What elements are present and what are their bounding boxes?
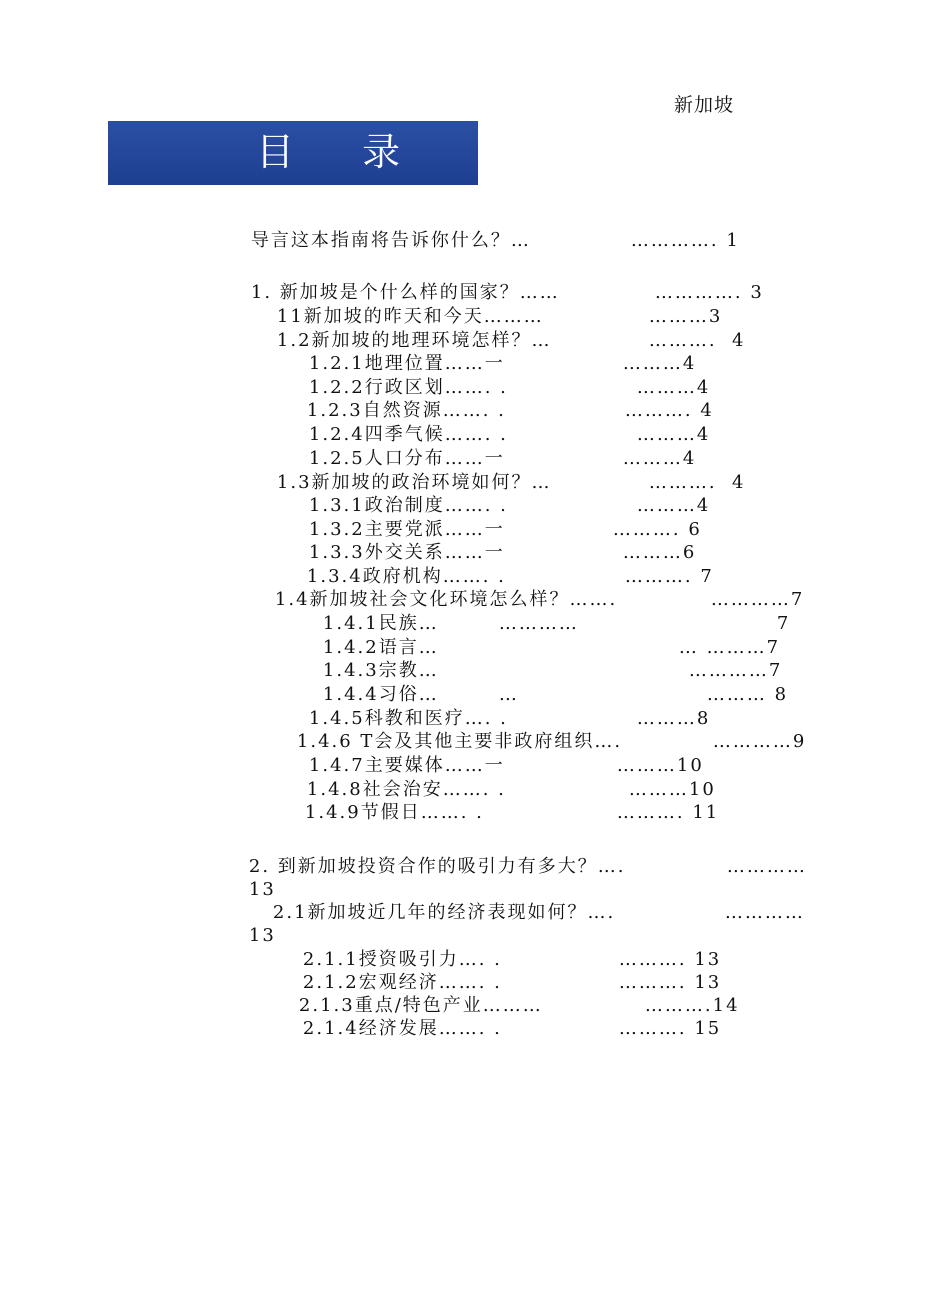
toc-entry-label: 11新加坡的昨天和今天………	[276, 306, 544, 327]
toc-entry-dots: ………4	[636, 377, 711, 398]
toc-page-number: ……… 8	[706, 684, 789, 705]
toc-entry-label: 1.4.4习俗…	[322, 684, 439, 705]
toc-entry-label: 1.3.3外交关系……一	[308, 542, 505, 563]
toc-entry-dots: ………10	[616, 755, 704, 776]
toc-entry-dots: ………. 7	[624, 566, 714, 587]
toc-entry-dots: …………	[726, 856, 807, 877]
toc-entry-label: 1.2新加坡的地理环境怎样？…	[276, 330, 552, 351]
toc-entry-label: 2.1.2宏观经济……. .	[302, 972, 502, 993]
toc-entry-label: 1. 新加坡是个什么样的国家？……	[250, 282, 560, 303]
toc-entry-dots: ………. 15	[618, 1018, 722, 1039]
toc-page-number: 13	[248, 925, 276, 946]
toc-entry-dots: ………. 13	[618, 949, 722, 970]
toc-entry-dots: ………10	[628, 779, 716, 800]
toc-entry-label: 1.2.1地理位置……一	[308, 353, 505, 374]
toc-entry-label: 1.3新加坡的政治环境如何？…	[276, 472, 552, 493]
toc-entry-dots: …………7	[710, 589, 805, 610]
toc-entry-label: 1.4.7主要媒体……一	[308, 755, 505, 776]
toc-entry-dots: ………4	[622, 448, 697, 469]
toc-entry-label: 1.4.9节假日……. .	[304, 802, 484, 823]
toc-entry-label: 1.2.4四季气候……. .	[308, 424, 508, 445]
toc-entry-dots: ………. 13	[618, 972, 722, 993]
toc-entry-label: 1.2.3自然资源……. .	[306, 400, 506, 421]
toc-entry-label: 1.4.5科教和医疗…. .	[308, 708, 508, 729]
toc-entry-dots: ………8	[636, 708, 711, 729]
toc-entry-dots: …………7	[688, 660, 783, 681]
toc-entry-dots: ………4	[622, 353, 697, 374]
toc-entry-dots: ………3	[648, 306, 723, 327]
toc-entry-label: 2.1.1授资吸引力…. .	[302, 949, 502, 970]
toc-entry-label: 2.1.4经济发展……. .	[302, 1018, 502, 1039]
toc-entry-dots: ……….14	[644, 995, 740, 1016]
toc-entry-leader	[468, 591, 579, 657]
toc-entry-label: 1.4新加坡社会文化环境怎么样？…….	[274, 589, 618, 610]
toc-entry[interactable]	[272, 996, 502, 1062]
toc-entry-label: 1.4.6 T会及其他主要非政府组织….	[296, 731, 623, 752]
toc-entry-dots: …………	[724, 902, 805, 923]
toc-entry-leader	[588, 996, 721, 1062]
toc-entry-label: 1.4.2语言…	[322, 637, 439, 658]
toc-entry-dots: ………. 4	[648, 330, 746, 351]
toc-entry-label: 导言这本指南将告诉你什么？…	[250, 230, 531, 251]
toc-entry-dots: …………. 1	[630, 230, 740, 251]
running-header: 新加坡	[674, 94, 735, 116]
toc-title: 目 录	[256, 130, 429, 174]
toc-entry-label: 1.2.2行政区划……. .	[308, 377, 508, 398]
toc-entry-dots: …	[498, 684, 519, 705]
toc-page-number: 7	[776, 613, 791, 634]
toc-page-number: 13	[248, 879, 276, 900]
toc-entry-dots: … ………7	[678, 637, 781, 658]
toc-entry-label: 1.4.8社会治安……. .	[306, 779, 506, 800]
toc-entry-dots: ………. 4	[648, 472, 746, 493]
toc-entry-label: 1.3.4政府机构……. .	[306, 566, 506, 587]
toc-entry-label: 1.2.5人口分布……一	[308, 448, 505, 469]
toc-entry-dots: …………9	[712, 731, 807, 752]
toc-entry-dots: ………. 6	[612, 519, 702, 540]
toc-entry-label: 1.3.1政治制度……. .	[308, 495, 508, 516]
toc-entry-dots: ………4	[636, 495, 711, 516]
toc-entry-label: 2.1.3重点/特色产业………	[298, 995, 543, 1016]
toc-entry-dots: ………4	[636, 424, 711, 445]
toc-entry-label: 2.1新加坡近几年的经济表现如何？….	[272, 902, 616, 923]
toc-entry-label: 1.4.1民族…	[322, 613, 439, 634]
toc-entry-dots: ………. 4	[624, 400, 714, 421]
toc-entry-label: 2. 到新加坡投资合作的吸引力有多大？….	[248, 856, 626, 877]
toc-entry-dots: ………. 11	[616, 802, 720, 823]
toc-entry-dots: ………6	[622, 542, 697, 563]
toc-entry-label: 1.4.3宗教…	[322, 660, 439, 681]
toc-entry-dots: …………	[498, 613, 579, 634]
toc-entry-dots: …………. 3	[654, 282, 764, 303]
toc-entry-label: 1.3.2主要党派……一	[308, 519, 505, 540]
toc-entry-page	[218, 903, 276, 969]
